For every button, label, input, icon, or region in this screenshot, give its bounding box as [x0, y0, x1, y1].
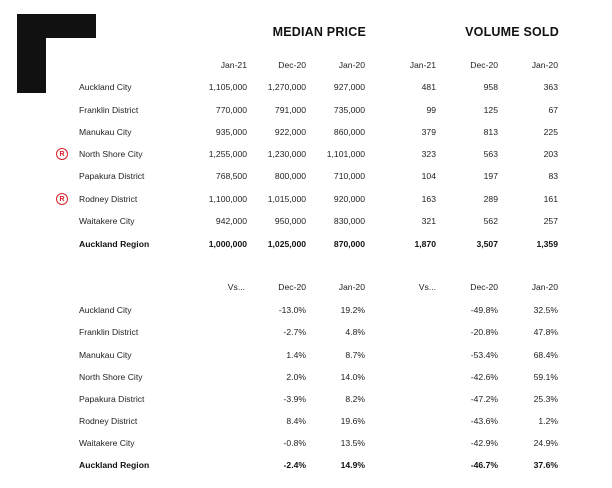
row-label: Waitakere City: [79, 438, 135, 448]
corner-logo-vertical-bar: [17, 14, 46, 93]
table-cell: 563: [483, 149, 498, 159]
total-cell: 1,359: [536, 239, 558, 249]
table-cell: -20.8%: [470, 327, 498, 337]
table-cell: 13.5%: [340, 438, 365, 448]
table-cell: 19.2%: [340, 305, 365, 315]
volume-sold-title: VOLUME SOLD: [465, 25, 559, 39]
table-cell: 4.8%: [345, 327, 365, 337]
table-cell: 920,000: [333, 194, 365, 204]
row-label: Franklin District: [79, 105, 139, 115]
table-cell: 161: [543, 194, 558, 204]
table-cell: 379: [421, 127, 436, 137]
table-cell: 735,000: [333, 105, 365, 115]
table-cell: 830,000: [333, 216, 365, 226]
column-header: Jan-21: [409, 60, 436, 70]
column-header: Jan-21: [220, 60, 247, 70]
table-cell: -2.7%: [283, 327, 306, 337]
total-cell: 1,025,000: [267, 239, 306, 249]
row-label: North Shore City: [79, 149, 143, 159]
column-header: Jan-20: [338, 282, 365, 292]
table-cell: 59.1%: [533, 372, 558, 382]
table-cell: 68.4%: [533, 350, 558, 360]
table-cell: 14.0%: [340, 372, 365, 382]
table-cell: 32.5%: [533, 305, 558, 315]
table-cell: -43.6%: [470, 416, 498, 426]
table-cell: 25.3%: [533, 394, 558, 404]
table-cell: 125: [483, 105, 498, 115]
table-cell: 800,000: [274, 171, 306, 181]
rodney-badge-icon: R: [56, 148, 68, 160]
column-header: Dec-20: [470, 282, 498, 292]
table-cell: 363: [543, 82, 558, 92]
table-cell: 24.9%: [533, 438, 558, 448]
table-cell: -49.8%: [470, 305, 498, 315]
table-cell: 481: [421, 82, 436, 92]
total-cell: 14.9%: [340, 460, 365, 470]
total-cell: -46.7%: [470, 460, 498, 470]
table-cell: 8.4%: [286, 416, 306, 426]
table-cell: -47.2%: [470, 394, 498, 404]
total-cell: 37.6%: [533, 460, 558, 470]
table-cell: -3.9%: [283, 394, 306, 404]
table-cell: -0.8%: [283, 438, 306, 448]
row-label: Auckland City: [79, 305, 132, 315]
row-label: North Shore City: [79, 372, 143, 382]
table-cell: 163: [421, 194, 436, 204]
table-cell: 197: [483, 171, 498, 181]
table-cell: -42.6%: [470, 372, 498, 382]
table-cell: 1.2%: [538, 416, 558, 426]
table-cell: 257: [543, 216, 558, 226]
row-label: Auckland City: [79, 82, 132, 92]
table-cell: -42.9%: [470, 438, 498, 448]
table-cell: 8.7%: [345, 350, 365, 360]
table-cell: 1,270,000: [267, 82, 306, 92]
table-cell: 2.0%: [286, 372, 306, 382]
column-header: Jan-20: [338, 60, 365, 70]
table-cell: -53.4%: [470, 350, 498, 360]
column-header: Jan-20: [531, 282, 558, 292]
table-cell: 791,000: [274, 105, 306, 115]
table-cell: 958: [483, 82, 498, 92]
column-header: Dec-20: [278, 282, 306, 292]
table-cell: 768,500: [215, 171, 247, 181]
row-label: Rodney District: [79, 194, 138, 204]
column-header: Dec-20: [278, 60, 306, 70]
total-cell: 870,000: [333, 239, 365, 249]
table-cell: 83: [548, 171, 558, 181]
table-cell: 950,000: [274, 216, 306, 226]
column-header: Dec-20: [470, 60, 498, 70]
column-header: Jan-20: [531, 60, 558, 70]
median-price-title: MEDIAN PRICE: [272, 25, 366, 39]
rodney-badge-icon: R: [56, 193, 68, 205]
row-label: Manukau City: [79, 127, 132, 137]
table-cell: 1,015,000: [267, 194, 306, 204]
table-cell: -13.0%: [278, 305, 306, 315]
total-row-label: Auckland Region: [79, 239, 150, 249]
total-cell: 3,507: [476, 239, 498, 249]
table-cell: 813: [483, 127, 498, 137]
table-cell: 1,255,000: [208, 149, 247, 159]
column-header: Vs...: [418, 282, 436, 292]
table-cell: 860,000: [333, 127, 365, 137]
table-cell: 1.4%: [286, 350, 306, 360]
table-cell: 1,101,000: [326, 149, 365, 159]
table-cell: 225: [543, 127, 558, 137]
total-cell: 1,870: [414, 239, 436, 249]
table-cell: 1,105,000: [208, 82, 247, 92]
table-cell: 8.2%: [345, 394, 365, 404]
row-label: Rodney District: [79, 416, 138, 426]
table-cell: 927,000: [333, 82, 365, 92]
table-cell: 562: [483, 216, 498, 226]
table-cell: 67: [548, 105, 558, 115]
row-label: Manukau City: [79, 350, 132, 360]
total-row-label: Auckland Region: [79, 460, 150, 470]
table-cell: 321: [421, 216, 436, 226]
table-cell: 1,100,000: [208, 194, 247, 204]
table-cell: 19.6%: [340, 416, 365, 426]
table-cell: 47.8%: [533, 327, 558, 337]
table-cell: 323: [421, 149, 436, 159]
table-cell: 935,000: [215, 127, 247, 137]
table-cell: 289: [483, 194, 498, 204]
row-label: Franklin District: [79, 327, 139, 337]
total-cell: 1,000,000: [208, 239, 247, 249]
row-label: Papakura District: [79, 394, 145, 404]
row-label: Waitakere City: [79, 216, 135, 226]
table-cell: 922,000: [274, 127, 306, 137]
table-cell: 942,000: [215, 216, 247, 226]
table-cell: 203: [543, 149, 558, 159]
table-cell: 1,230,000: [267, 149, 306, 159]
row-label: Papakura District: [79, 171, 145, 181]
table-cell: 99: [426, 105, 436, 115]
table-cell: 770,000: [215, 105, 247, 115]
total-cell: -2.4%: [283, 460, 306, 470]
column-header: Vs...: [227, 282, 245, 292]
table-cell: 710,000: [333, 171, 365, 181]
table-cell: 104: [421, 171, 436, 181]
